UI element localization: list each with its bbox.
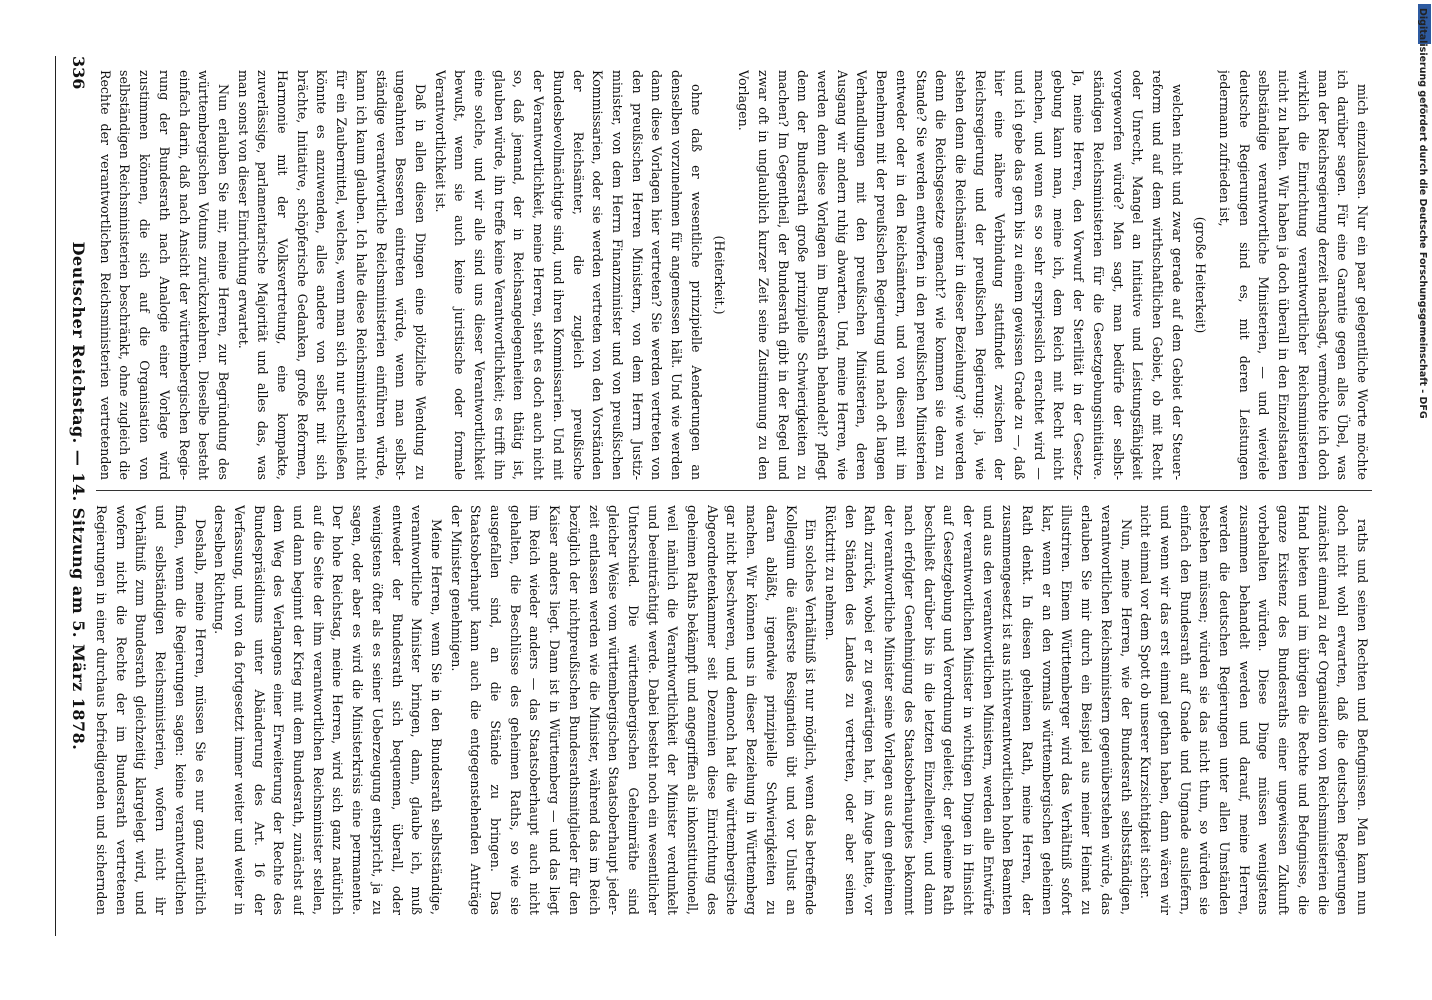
paragraph: raths und seinen Rechten und Befugnissen. Man kann nun doch nicht wohl erwarten, daß die deutschen Regierungen zunächst einmal zu der Organisation von Reichsministerien die Hand bieten und im übrigen die Rechte und Befugnisse, die ganze Existenz des Bundesraths einer ungewissen Zukunft vorbehalten würden. Diese Dinge müssen wenigstens zusammen behandelt werden und darauf, meine Herren, werden die deutschen Regierungen unter allen Umständen bestehen müssen; würden sie das nicht thun, so würden sie einfach den Bundesrath auf Gnade und Ungnade ausliefern, und wenn wir das erst einmal gethan haben, dann wären wir nicht einmal vor dem Spott ob unserer Kurzsichtigkeit sicher. xyxy=(1138,505,1370,915)
paragraph: Deshalb, meine Herren, müssen Sie es nur ganz natürlich finden, wenn die Regierungen sagen: keine verantwortlichen und selbständigen Reichsministerien, wofern nicht ihr Verhältniß zum Bundesrath gleichzeitig klargelegt wird, und wofern nicht die Rechte der im Bundesrath vertretenen Regierungen in einer durchaus befriedigenden und sichernden xyxy=(94,505,208,915)
paragraph: welchen nicht und zwar gerade auf dem Gebiet der Steuerreform und auf dem wirthschaftlichen Gebiet, ob mit Recht oder Unrecht, Mangel an Initiative und Leistungsfähigkeit vorgeworfen würde? Man sagt, man bedürfe der selbstständigen Reichsministerien für die Gesetzgebungsinitiative. Ja, meine Herren, den Vorwurf der Sterilität in der Gesetzgebung kann man, meine ich, dem Reich mit Recht nicht machen, und wenn es so sehr erspriesslich erachtet wird — und ich gebe das gern bis zu einem gewissen Grade zu —, daß hier eine nähere Verbindung stattfindet zwischen der Reichsregierung und der preußischen Regierung: ja, wie stehen denn die Reichsämter in dieser Beziehung? wie werden denn die Reichsgesetze gemacht? wie kommen sie denn zu Stande? Sie werden entworfen in den preußischen Ministerien entweder oder in den Reichsämtern, und von diesen mit im Benehmen mit der preußischen Regierung und nach oft langen Verhandlungen mit den preußischen Ministerien, deren Ausgang wir andern ruhig abwarten. Und, meine Herren, wie werden denn diese Vorlagen im Bundesrath behandelt? pflegt denn der Bundesrath große prinzipielle Schwierigkeiten zu machen? Im Gegentheil, der Bundesrath gibt in der Regel und zwar oft in unglaublich kurzer Zeit seine Zustimmung zu den Vorlagen. xyxy=(736,70,1185,480)
paragraph: Ein solches Verhältniß ist nur möglich, wenn das betreffende Kollegium die äußerste Resignation übt und vor Unlust an daran abläßt, irgendwie prinzipielle Schwierigkeiten zu machen. Wir können uns in dieser Beziehung in Württemberg gar nicht beschweren, und dennoch hat die württembergische Abgeordnetenkammer seit Dezennien diese Einrichtung des geheimen Raths bekämpft und angegriffen als inkonstitutionell, weil nämlich die Verantwortlichkeit der Minister verdunkelt und beeinträchtigt werde. Dabei besteht noch ein wesentlicher Unterschied. Die württembergischen Geheimräthe sind gleicher Weise vom württembergischen Staatsoberhaupt jederzeit entlassen werden wie die Minister, während das im Reich bezüglich der nichtpreußischen Bundesrathsmitglieder für den Kaiser anders liegt. Dann ist in Württemberg — und das liegt im Reich wieder anders — das Staatsoberhaupt auch nicht gehalten, die Beschlüsse des geheimen Raths, so wie sie ausgefallen sind, an die Stände zu bringen. Das Staatsoberhaupt kann auch die entgegenstehenden Anträge der Minister genehmigen. xyxy=(448,505,819,915)
paragraph: Daß in allen diesen Dingen eine plötzliche Wendung zu ungeahnten Besseren eintreten würde, wenn man selbstständige verantwortliche Reichsministerien einführen würde, kann ich kaum glauben. Ich halte diese Reichsministerien nicht für ein Zaubermittel, welches, wenn man sich nur entschließen könnte es anzuwenden, alles andere von selbst mit sich brächte, Initiative, schöpferische Gedanken, große Reformen, Harmonie mit der Volksvertretung, eine kompakte, zuverlässige, parlamentarische Majorität und alles das, was man sonst von dieser Einrichtung erwartet. xyxy=(235,70,428,480)
paragraph: mich einzulassen. Nur ein paar gelegentliche Worte möchte ich darüber sagen. Für eine Garantie gegen alles Übel, was man der Reichsregierung derzeit nachsagt, vermöchte ich doch wirklich die Einrichtung verantwortlicher Reichsministerien nicht zu halten. Wir haben ja doch überall in den Einzelstaaten selbständige verantwortliche Ministerien, — und wieviele deutsche Regierungen sind es, mit deren Leistungen jedermann zufrieden ist, xyxy=(1217,70,1370,480)
interjection: (Heiterkeit.) xyxy=(712,235,728,315)
column-divider xyxy=(96,490,1372,491)
text-column-right xyxy=(92,505,1372,915)
header-rule xyxy=(55,56,56,936)
digitization-credit xyxy=(1416,8,1430,998)
text-column-left xyxy=(92,70,1372,480)
paragraph: Nun erlauben Sie mir, meine Herren, zur Begründung des württembergischen Votums zurückzukehren. Dieselbe besteht einfach darin, daß nach Ansicht der württembergischen Regierung der Bundesrath nach Analogie einer Vorlage wird zustimmen können, die sich auf die Organisation von selbständigen Reichsministerien beschränkt, ohne zugleich die Rechte der verantwortlichen Reichsministerien vertretenden xyxy=(97,70,231,480)
page-number: 336 xyxy=(69,56,88,90)
paragraph: Nun, meine Herren, wie der Bundesrath selbstständigen, verantwortlichen Reichsministern gegenüberstehen würde, das erlauben Sie mir durch ein Beispiel aus meiner Heimat zu illustriren. Einem Württemberger wird das Verhältniß sofort klar, wenn er an den vormals württembergischen geheimen Rath denkt. In diesen geheimen Rath, meine Herren, der zusammengesetzt ist aus nichtverantwortlichen hohen Beamten und aus den verantwortlichen Ministern, werden alle Entwürfe der verantwortlichen Minister in wichtigen Dingen in Hinsicht auf Gesetzgebung und Verordnung geleitet; der geheime Rath beschließt darüber bis in die letzten Einzelheiten, und dann nach erfolgter Genehmigung des Staatsoberhauptes bekommt der verantwortliche Minister seine Vorlagen aus dem geheimen Rath zurück, wobei er zu gewärtigen hat, im Auge hatte, vor den Ständen des Landes zu vertreten, oder aber seinen Rücktritt zu nehmen. xyxy=(823,505,1134,915)
paragraph: ohne daß er wesentliche prinzipielle Aenderungen an denselben vorzunehmen für angemessen hält. Und wie werden dann diese Vorlagen hier vertreten? Sie werden vertreten von den preußischen Herren Ministern, von dem Herrn Justizminister, von dem Herrn Finanzminister und von preußischen Kommissarien, oder sie werden vertreten von den Vorständen der Reichsämter, die zugleich preußische Bundesbevollmächtigte sind, und ihren Kommissarien. Und mit der Verantwortlichkeit, meine Herren, steht es doch auch nicht so, daß jemand, der in Reichsangelegenheiten thätig ist, glauben würde, ihn treffe keine Verantwortlichkeit; es trifft ihn eine solche, und wir alle sind uns dieser Verantwortlichkeit bewußt, wenn sie auch keine juristische oder formale Verantwortlichkeit ist. xyxy=(432,70,704,480)
running-title: Deutscher Reichstag. — 14. Sitzung am 5. März 1878. xyxy=(69,241,88,751)
interjection: (große Heiterkeit) xyxy=(1193,216,1209,334)
page-header xyxy=(58,56,88,936)
credit-text: Digitalisierung gefördert durch die Deutsche Forschungsgemeinschaft - DFG xyxy=(1417,8,1428,419)
paragraph: Meine Herren, wenn Sie in den Bundesrath selbstständige, verantwortliche Minister bringen, dann, glaube ich, muß entweder der Bundesrath sich bequemen, überall, oder wenigstens öfter als es seiner Ueberzeugung entspricht, ja zu sagen, oder aber es wird die Ministerkrisis eine permanente. Der hohe Reichstag, meine Herren, wird sich ganz natürlich auf die Seite der ihm verantwortlichen Reichsminister stellen, und dann beginnt der Krieg mit dem Bundesrath, zunächst auf dem Weg des Verlangens einer Erweiterung der Rechte des Bundespräsidiums unter Abänderung des Art. 16 der Verfassung, und von da fortgesetzt immer weiter und weiter in derselben Richtung. xyxy=(212,505,444,915)
